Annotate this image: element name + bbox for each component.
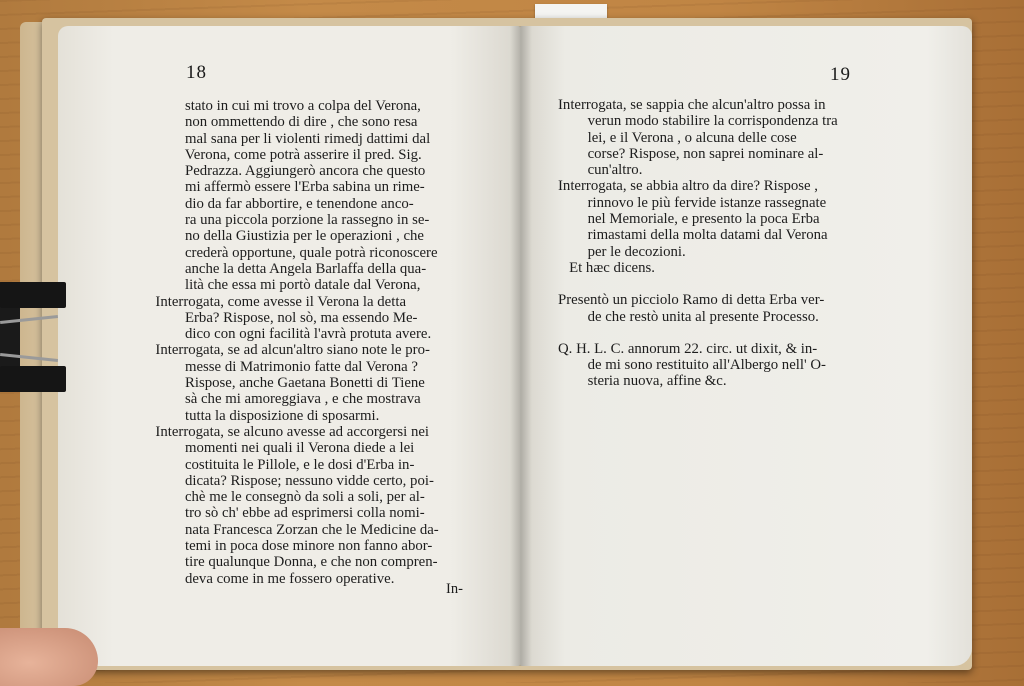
text-line: tutta la disposizione di sposarmi. [148, 407, 380, 424]
text-line: non ommettendo di dire , che sono resa [148, 114, 418, 131]
text-line [558, 276, 838, 292]
text-line: mal sana per li violenti rimedj dattimi dal [148, 130, 431, 147]
text-line: tire qualunque Donna, e che non compren- [148, 554, 438, 571]
text-line: crederà opportune, quale potrà riconoscere [148, 244, 438, 261]
text-line: messe di Matrimonio fatte dal Verona ? [148, 358, 418, 375]
text-line: stato in cui mi trovo a colpa del Verona, [148, 98, 421, 114]
text-line: mi affermò essere l'Erba sabina un rime- [148, 179, 425, 196]
text-line: lei, e il Verona , o alcuna delle cose [558, 129, 797, 146]
text-line: ra una piccola porzione la rassegno in se- [148, 212, 430, 229]
text-line: chè me le consegnò da soli a soli, per al- [148, 489, 425, 506]
text-line: Et hæc dicens. [558, 259, 655, 276]
text-line: deva come in me fossero operative. [148, 570, 395, 587]
text-line: de che restò unita al presente Processo. [558, 308, 819, 325]
text-line: rinnovo le più fervide istanze rassegnate [558, 194, 827, 211]
text-line: Interrogata, se ad alcun'altro siano note le pro- [148, 342, 430, 359]
binder-clip-top [0, 282, 66, 308]
thumb [0, 628, 98, 686]
book-gutter [510, 26, 532, 666]
text-line [558, 325, 838, 341]
text-line: Interrogata, come avesse il Verona la detta [148, 293, 407, 310]
left-page-number: 18 [186, 62, 207, 83]
right-page-text [558, 97, 838, 390]
text-line: Verona, come potrà asserire il pred. Sig. [148, 146, 422, 163]
text-line: rimastami della molta datami dal Verona [558, 227, 828, 244]
text-line: nel Memoriale, e presento la poca Erba [558, 211, 820, 228]
text-line: steria nuova, affine &c. [558, 373, 727, 390]
text-line: de mi sono restituito all'Albergo nell' O- [558, 357, 826, 374]
text-line: temi in poca dose minore non fanno abor- [148, 538, 433, 555]
text-line: tro sò ch' ebbe ad esprimersi colla nomi- [148, 505, 425, 522]
text-line: Interrogata, se sappia che alcun'altro possa in [558, 97, 826, 113]
text-line: per le decozioni. [558, 243, 686, 260]
text-line: nata Francesca Zorzan che le Medicine da- [148, 521, 439, 538]
text-line: anche la detta Angela Barlaffa della qua- [148, 260, 427, 277]
text-line: Pedrazza. Aggiungerò ancora che questo [148, 163, 426, 180]
text-line: cun'altro. [558, 162, 643, 179]
text-line: Presentò un picciolo Ramo di detta Erba ver- [558, 292, 825, 309]
text-line: Interrogata, se abbia altro da dire? Rispose , [558, 178, 818, 195]
text-line: dicata? Rispose; nessuno vidde certo, poi- [148, 472, 434, 489]
text-line: Q. H. L. C. annorum 22. circ. ut dixit, & in- [558, 340, 818, 357]
binder-clip-bottom [0, 366, 66, 392]
text-line: Erba? Rispose, nol sò, ma essendo Me- [148, 309, 418, 326]
left-page-text [148, 98, 439, 587]
text-line: momenti nei quali il Verona diede a lei [148, 440, 415, 457]
text-line: Rispose, anche Gaetana Bonetti di Tiene [148, 375, 425, 392]
catchword: In- [446, 581, 463, 597]
text-line: dico con ogni facilità l'avrà protuta avere. [148, 326, 432, 343]
text-line: sà che mi amoreggiava , e che mostrava [148, 391, 421, 408]
text-line: verun modo stabilire la corrispondenza tra [558, 113, 838, 130]
text-line: no della Giustizia per le operazioni , che [148, 228, 424, 245]
text-line: corse? Rispose, non saprei nominare al- [558, 145, 824, 162]
text-line: lità che essa mi portò datale dal Verona, [148, 277, 421, 294]
text-line: costituita le Pillole, e le dosi d'Erba in- [148, 456, 415, 473]
right-page-number: 19 [830, 64, 851, 85]
text-line: dio da far abbortire, e tenendone anco- [148, 195, 414, 212]
text-line: Interrogata, se alcuno avesse ad accorgersi nei [148, 423, 430, 440]
